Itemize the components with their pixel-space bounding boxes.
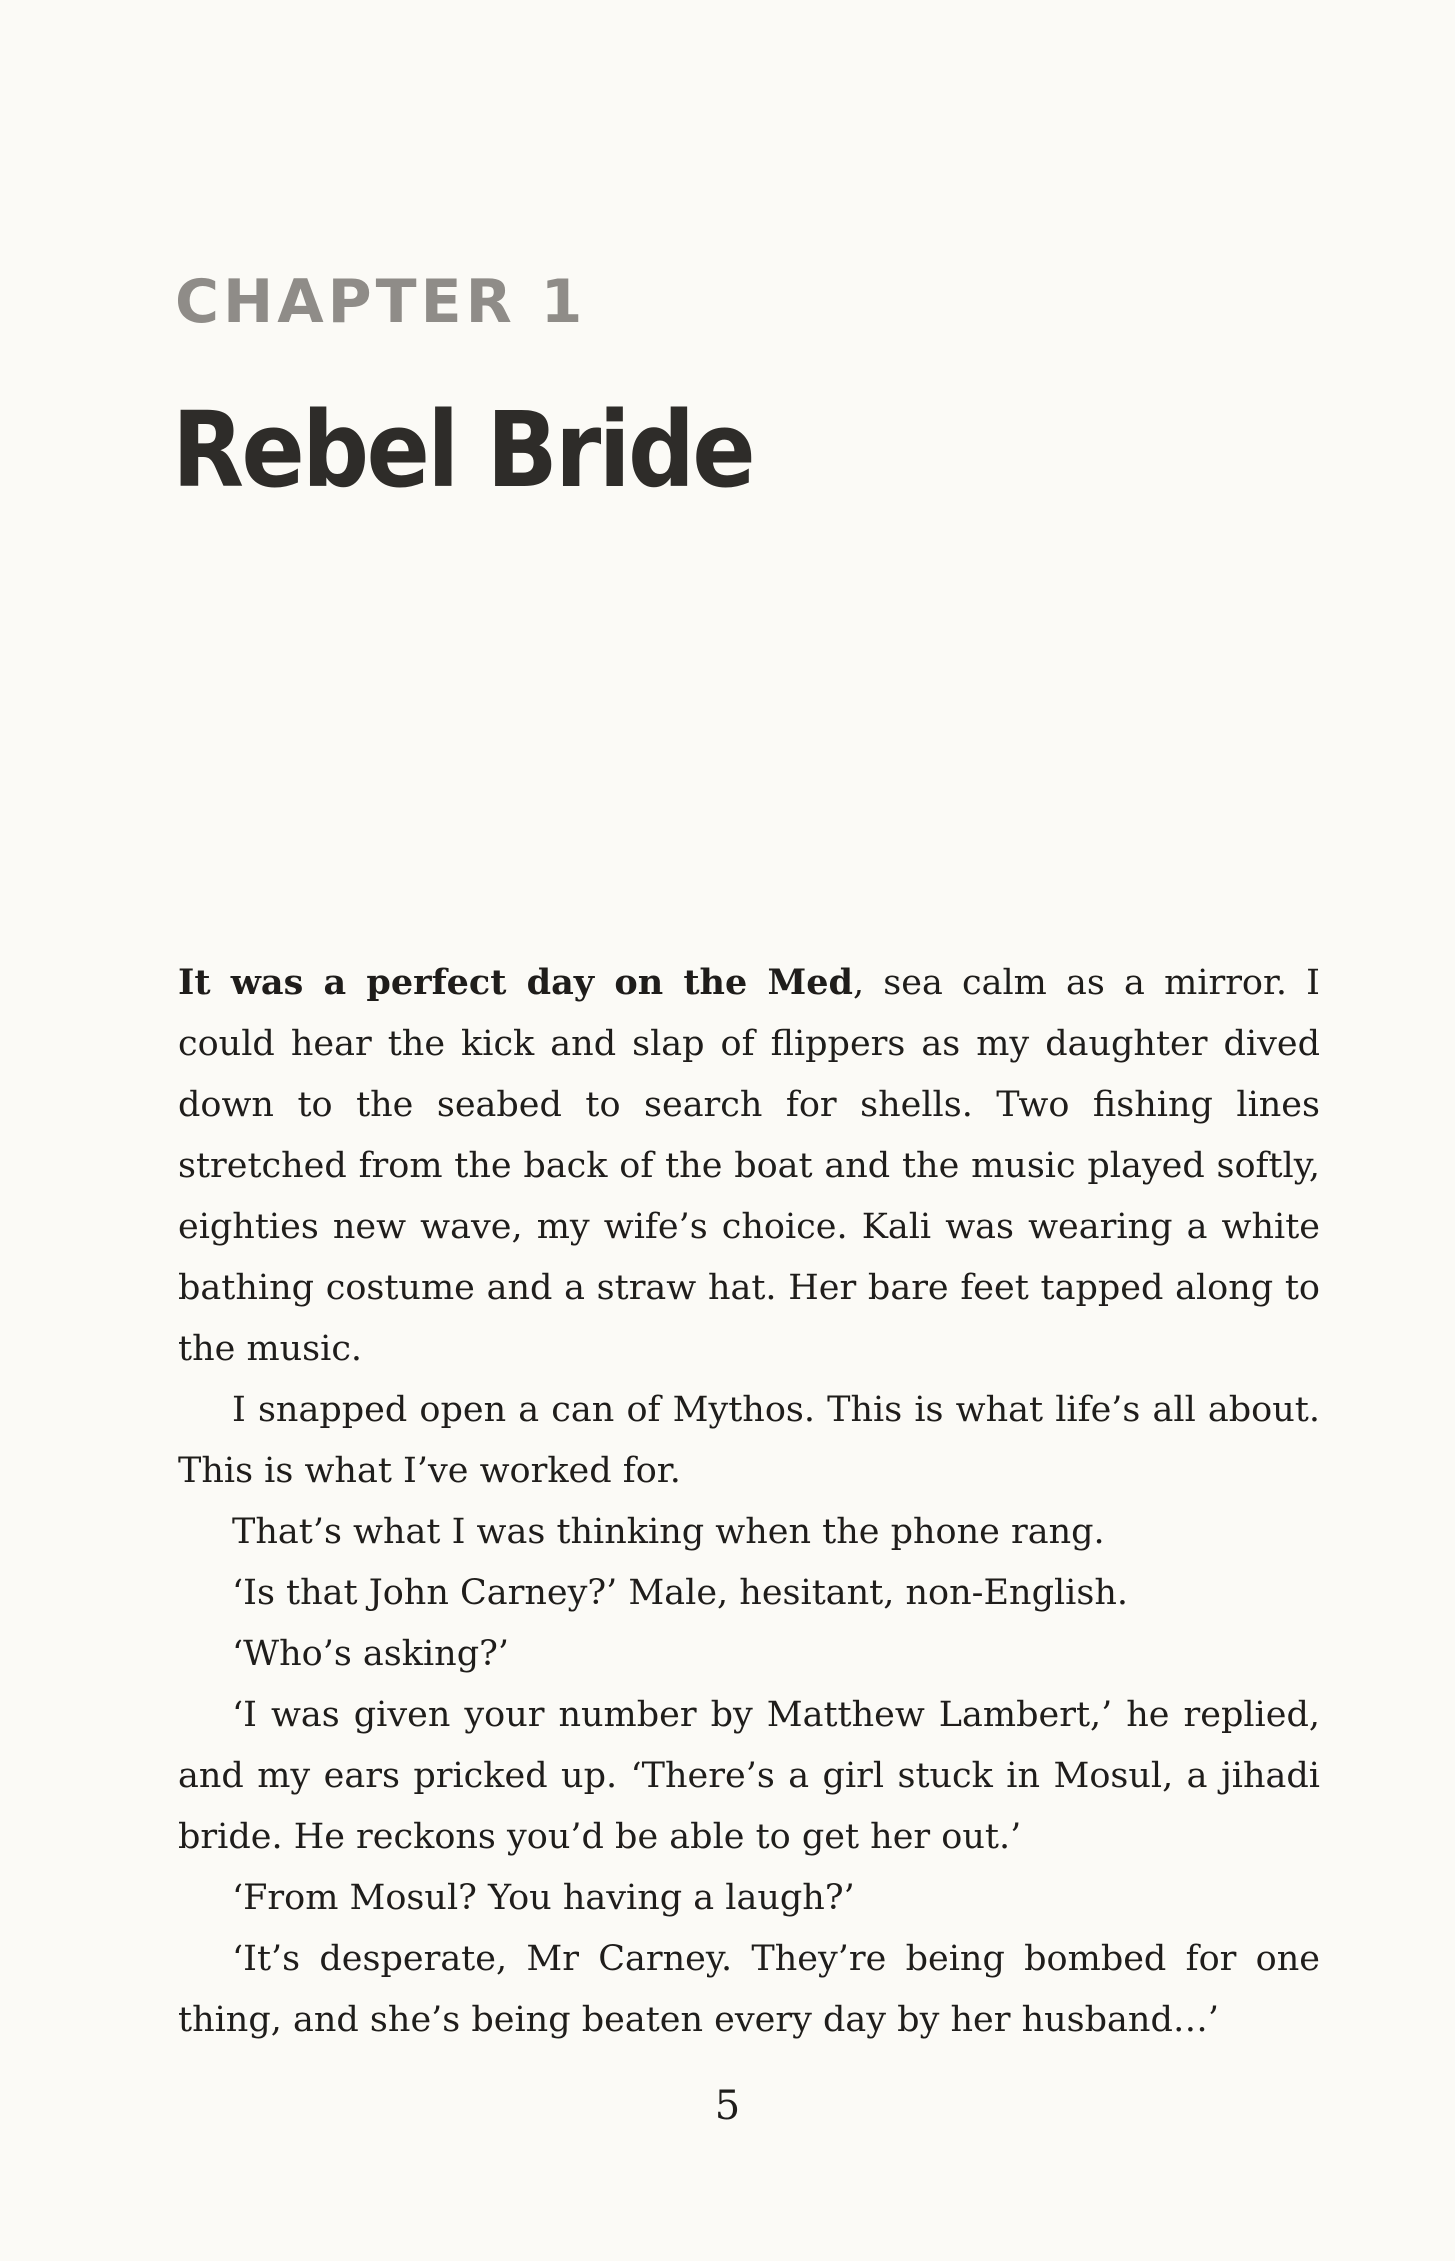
paragraph: I snapped open a can of Mythos. This is what life’s all about. This is what I’ve worked for.	[178, 1390, 1320, 1491]
paragraph: ‘It’s desperate, Mr Carney. They’re being bombed for one thing, and she’s being beaten every day by her husband…’	[178, 1939, 1320, 2040]
paragraph-1	[178, 952, 1320, 1380]
lead-in: It was a perfect day on the Med	[178, 962, 853, 1003]
page-number: 5	[714, 2083, 741, 2129]
paragraph: ‘Is that John Carney?’ Male, hesitant, non-English.	[232, 1573, 1128, 1613]
chapter-label: CHAPTER 1	[175, 267, 587, 337]
body-text	[178, 952, 1320, 2051]
paragraph: ‘From Mosul? You having a laugh?’	[232, 1878, 855, 1918]
paragraph: That’s what I was thinking when the phone rang.	[232, 1512, 1105, 1552]
chapter-title: Rebel Bride	[172, 389, 754, 511]
paragraph: ‘Who’s asking?’	[232, 1634, 509, 1674]
paragraph: ‘I was given your number by Matthew Lambert,’ he replied, and my ears pricked up. ‘There’s a girl stuck in Mosul, a jihadi bride. He reckons you’d be able to get her out.’	[178, 1695, 1320, 1857]
paragraph-1-text: , sea calm as a mirror. I could hear the kick and slap of flippers as my daughter dived down to the seabed to search for shells. Two fishing lines stretched from the back of the boat and the music played softly, eighties new wave, my wife’s choice. Kali was wearing a white bathing costume and a straw hat. Her bare feet tapped along to the music.	[178, 963, 1321, 1369]
